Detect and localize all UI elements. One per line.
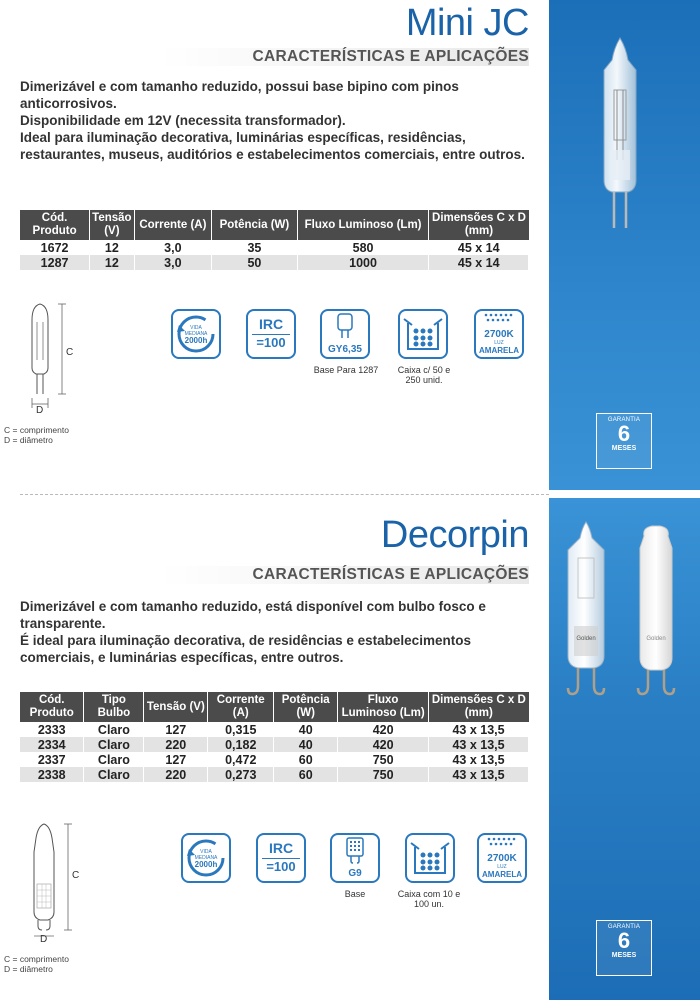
table-cell: 420: [338, 722, 429, 737]
table-cell: 3,0: [134, 255, 212, 270]
table-cell: Claro: [84, 752, 144, 767]
col-header: Corrente (A): [208, 692, 274, 722]
table-cell: 40: [274, 737, 338, 752]
col-header: Potência (W): [274, 692, 338, 722]
base-label: G9: [348, 868, 362, 879]
cor-small: LUZ: [494, 340, 504, 346]
dimension-legend: [4, 954, 69, 974]
irc-value: =100: [252, 334, 290, 350]
col-header: Tensão (V): [90, 210, 134, 240]
table-cell: 43 x 13,5: [429, 767, 529, 782]
table-cell: 127: [144, 722, 208, 737]
irc-label: IRC: [268, 840, 294, 856]
irc-label: IRC: [258, 316, 284, 332]
base-label: GY6,35: [328, 344, 362, 355]
table-cell: 3,0: [134, 240, 212, 255]
table-cell: 12: [90, 240, 134, 255]
diagram-c-label: C: [66, 347, 74, 358]
table-row: [20, 722, 529, 737]
col-header: Fluxo Luminoso (Lm): [297, 210, 429, 240]
mini-jc-section: [0, 0, 549, 490]
table-cell: 0,472: [208, 752, 274, 767]
table-cell: 2337: [20, 752, 84, 767]
cor-small: LUZ: [497, 864, 507, 870]
col-header: Dimensões C x D (mm): [429, 692, 529, 722]
table-cell: 2338: [20, 767, 84, 782]
table-cell: 45 x 14: [429, 255, 529, 270]
irc-value: =100: [262, 858, 300, 874]
col-header: Cód. Produto: [20, 692, 84, 722]
garantia-badge: [596, 413, 652, 469]
cor-value: 2700K: [487, 853, 517, 864]
garantia-unit: MESES: [611, 952, 637, 959]
mini-jc-bulb-image: [590, 30, 650, 230]
cor-value: 2700K: [484, 329, 514, 340]
table-cell: 127: [144, 752, 208, 767]
table-cell: 43 x 13,5: [429, 722, 529, 737]
table-cell: 60: [274, 767, 338, 782]
table-cell: Claro: [84, 722, 144, 737]
vida-mediana-icon: [171, 309, 221, 359]
table-row: [20, 752, 529, 767]
decorpin-subtitle: CARACTERÍSTICAS E APLICAÇÕES: [252, 566, 529, 583]
table-row: [20, 767, 529, 782]
decorpin-bulbs-image: [556, 518, 696, 703]
table-cell: 45 x 14: [429, 240, 529, 255]
garantia-top: GARANTIA: [607, 417, 641, 423]
table-cell: 750: [338, 767, 429, 782]
table-cell: 12: [90, 255, 134, 270]
svg-text:VIDA: VIDA: [190, 325, 202, 331]
svg-text:MEDIANA: MEDIANA: [194, 855, 218, 861]
table-row: [20, 737, 529, 752]
col-header: Fluxo Luminoso (Lm): [338, 692, 429, 722]
base-gy635-icon: [320, 309, 370, 359]
legend-c: C = comprimento: [4, 425, 69, 435]
legend-d: D = diâmetro: [4, 964, 53, 974]
bulb-brand-label: Golden: [646, 636, 666, 642]
garantia-top: GARANTIA: [607, 924, 641, 930]
dimension-legend: [4, 425, 69, 445]
table-cell: 43 x 13,5: [429, 737, 529, 752]
table-row: [20, 255, 529, 270]
mini-jc-subtitle: CARACTERÍSTICAS E APLICAÇÕES: [252, 48, 529, 65]
decorpin-section: [0, 498, 549, 1000]
irc-icon: [256, 833, 306, 883]
decorpin-spec-table: [20, 692, 529, 782]
caixa-icon: [405, 833, 455, 883]
table-cell: 220: [144, 737, 208, 752]
lamp-dimension-diagram: [18, 822, 88, 942]
garantia-unit: MESES: [611, 445, 637, 452]
table-cell: 60: [274, 752, 338, 767]
col-header: Potência (W): [212, 210, 297, 240]
table-cell: 40: [274, 722, 338, 737]
vida-mediana-icon: [181, 833, 231, 883]
table-cell: Claro: [84, 767, 144, 782]
table-cell: 0,273: [208, 767, 274, 782]
col-header: Tensão (V): [144, 692, 208, 722]
table-cell: 0,315: [208, 722, 274, 737]
desc-line: Ideal para iluminação decorativa, luminárias específicas, residências, restaurantes, museus, auditórios e estabelecimentos comerciais, entre outros.: [20, 130, 525, 162]
col-header: Cód. Produto: [20, 210, 90, 240]
table-cell: 0,182: [208, 737, 274, 752]
desc-line: Dimerizável e com tamanho reduzido, está disponível com bulbo fosco e transparente.: [20, 599, 486, 631]
table-cell: 1672: [20, 240, 90, 255]
bulb-brand-label: Golden: [576, 636, 596, 642]
table-cell: 220: [144, 767, 208, 782]
mini-jc-description: [20, 78, 530, 163]
section-divider: [20, 494, 549, 495]
cor-2700k-icon: [474, 309, 524, 359]
base-g9-icon: [330, 833, 380, 883]
mini-jc-title: Mini JC: [405, 2, 529, 44]
svg-text:2000h: 2000h: [194, 860, 218, 869]
table-cell: 1000: [297, 255, 429, 270]
diagram-c-label: C: [72, 870, 80, 881]
garantia-number: 6: [617, 421, 631, 446]
col-header: Dimensões C x D (mm): [429, 210, 529, 240]
table-cell: 2334: [20, 737, 84, 752]
svg-text:2000h: 2000h: [184, 336, 208, 345]
decorpin-description: [20, 598, 530, 666]
table-cell: 420: [338, 737, 429, 752]
desc-line: É ideal para iluminação decorativa, de residências e estabelecimentos comerciais, e luminárias específicas, entre outros.: [20, 633, 471, 665]
cor-2700k-icon: [477, 833, 527, 883]
table-cell: 35: [212, 240, 297, 255]
irc-icon: [246, 309, 296, 359]
caixa-caption: Caixa c/ 50 e 250 unid.: [397, 365, 451, 385]
mini-jc-spec-table: [20, 210, 529, 270]
desc-line: Disponibilidade em 12V (necessita transformador).: [20, 113, 346, 128]
table-cell: 580: [297, 240, 429, 255]
caixa-icon: [398, 309, 448, 359]
base-caption: Base Para 1287: [313, 365, 379, 375]
diagram-d-label: D: [40, 934, 48, 942]
base-caption: Base: [344, 889, 366, 899]
cor-label: AMARELA: [482, 870, 522, 879]
legend-d: D = diâmetro: [4, 435, 53, 445]
col-header: Corrente (A): [134, 210, 212, 240]
svg-text:VIDA: VIDA: [200, 849, 212, 855]
diagram-d-label: D: [36, 405, 44, 415]
cor-label: AMARELA: [479, 346, 519, 355]
table-cell: 2333: [20, 722, 84, 737]
garantia-number: 6: [617, 928, 631, 953]
table-cell: Claro: [84, 737, 144, 752]
svg-text:MEDIANA: MEDIANA: [184, 331, 208, 337]
decorpin-title: Decorpin: [380, 514, 529, 556]
col-header: Tipo Bulbo: [84, 692, 144, 722]
caixa-caption: Caixa com 10 e 100 un.: [397, 889, 461, 909]
table-cell: 1287: [20, 255, 90, 270]
table-cell: 43 x 13,5: [429, 752, 529, 767]
garantia-badge: [596, 920, 652, 976]
legend-c: C = comprimento: [4, 954, 69, 964]
lamp-dimension-diagram: [18, 300, 88, 415]
sidebar-separator: [549, 490, 700, 498]
table-cell: 50: [212, 255, 297, 270]
desc-line: Dimerizável e com tamanho reduzido, possui base bipino com pinos anticorrosivos.: [20, 79, 459, 111]
table-cell: 750: [338, 752, 429, 767]
table-row: [20, 240, 529, 255]
